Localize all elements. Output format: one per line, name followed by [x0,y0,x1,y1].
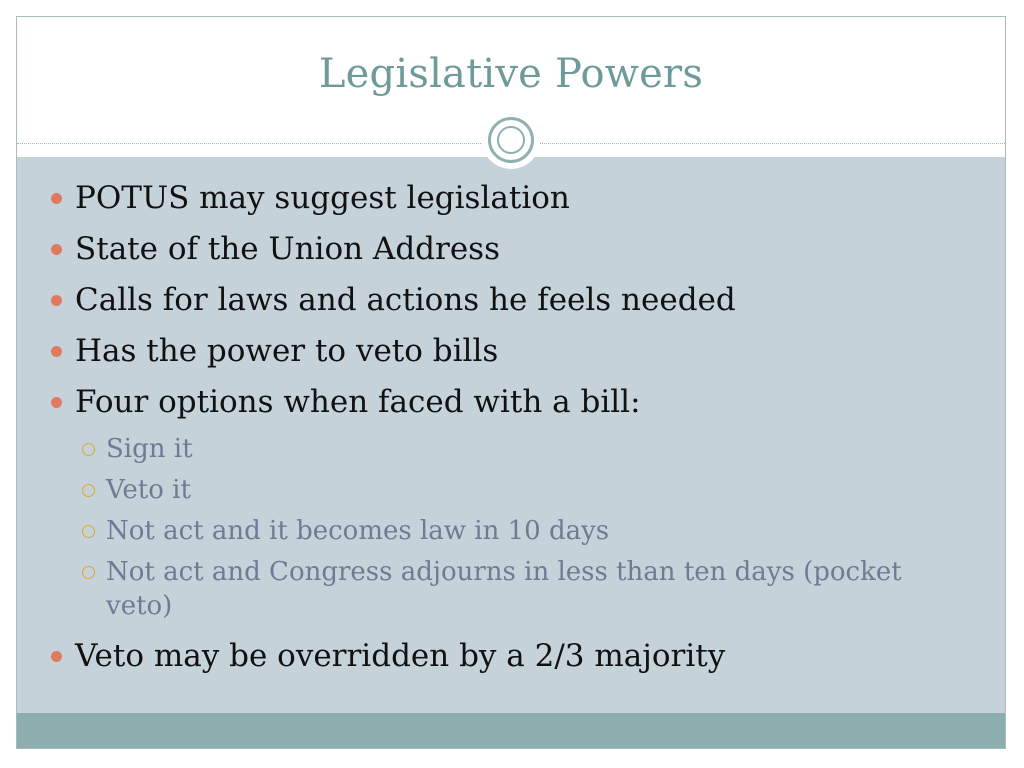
filled-circle-bullet-icon [51,244,62,255]
sub-bullet-item [51,555,976,623]
hollow-circle-bullet-icon [82,525,95,538]
sub-bullet-item [51,473,976,507]
sub-bullet-text: Not act and it becomes law in 10 days [106,516,610,546]
bullet-text: Four options when faced with a bill: [75,384,641,420]
sub-bullet-text: Veto it [106,475,191,505]
bullet-item [51,330,981,372]
bullet-item [51,279,981,321]
bullet-item [51,381,981,423]
filled-circle-bullet-icon [51,193,62,204]
filled-circle-bullet-icon [51,397,62,408]
bullet-text: POTUS may suggest legislation [75,180,570,216]
bullet-text: Calls for laws and actions he feels needed [75,282,736,318]
bullet-text: State of the Union Address [75,231,500,267]
footer-bar [17,713,1005,748]
sub-bullet-item [51,514,976,548]
bullet-text: Veto may be overridden by a 2/3 majority [75,638,726,674]
bullet-list [51,177,981,686]
double-ring-ornament-icon [488,117,534,163]
sub-bullet-list [51,432,981,623]
filled-circle-bullet-icon [51,651,62,662]
slide-title: Legislative Powers [318,51,704,97]
bullet-item [51,635,981,677]
filled-circle-bullet-icon [51,346,62,357]
sub-bullet-group [51,432,981,623]
sub-bullet-text: Sign it [106,434,193,464]
bullet-item [51,228,981,270]
hollow-circle-bullet-icon [82,484,95,497]
hollow-circle-bullet-icon [82,566,95,579]
hollow-circle-bullet-icon [82,443,95,456]
slide [16,16,1006,749]
sub-bullet-text: Not act and Congress adjourns in less than ten days (pocket veto) [106,557,902,621]
filled-circle-bullet-icon [51,295,62,306]
bullet-item [51,177,981,219]
bullet-text: Has the power to veto bills [75,333,499,369]
sub-bullet-item [51,432,976,466]
ornament-inner-ring [497,126,525,154]
